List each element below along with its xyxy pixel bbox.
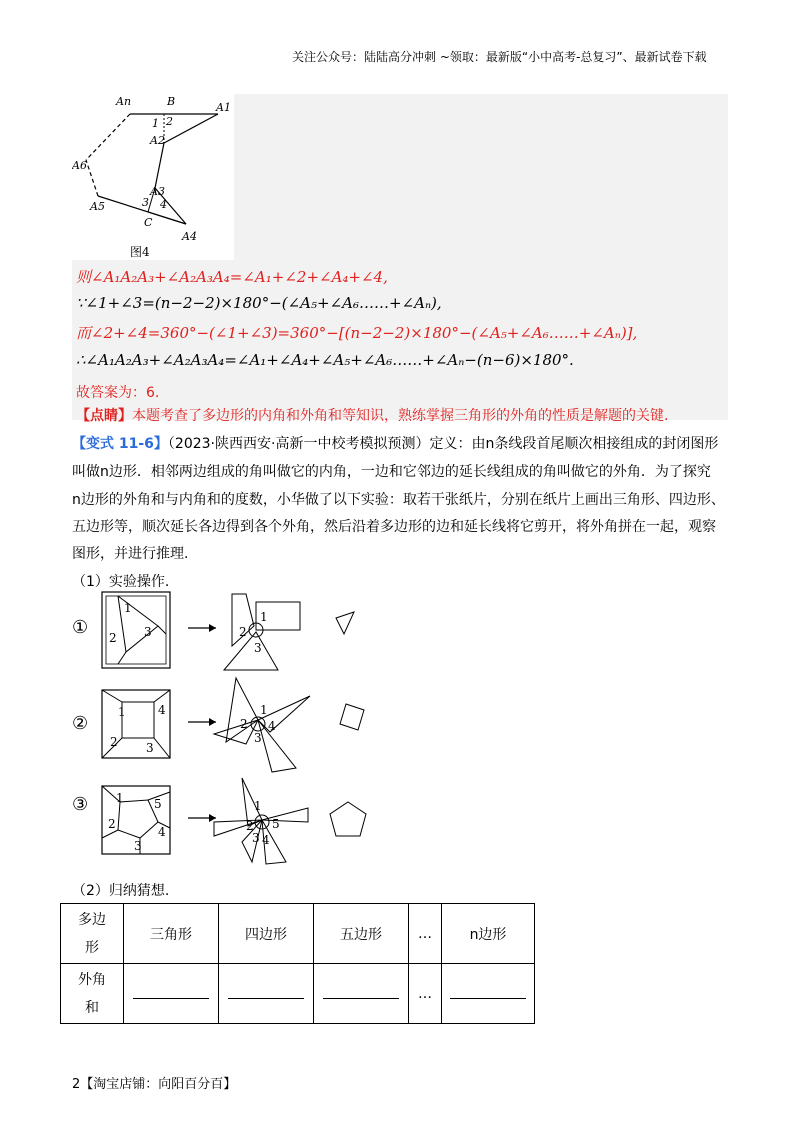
page-footer: 2【淘宝店铺：向阳百分百】 bbox=[72, 1077, 237, 1092]
table-row-header bbox=[61, 904, 535, 964]
label-a1: A1 bbox=[216, 101, 231, 114]
label-a4: A4 bbox=[182, 230, 197, 243]
solution-line-3: 而∠2+∠4=360°−(∠1+∠3)=360°−[(n−2−2)×180°−(∠A₅+∠A₆……+∠Aₙ)], bbox=[76, 324, 638, 342]
variant-label: 【变式 11-6】 bbox=[72, 436, 168, 452]
comment-text: 本题考查了多边形的内角和外角和等知识，熟练掌握三角形的外角的性质是解题的关键. bbox=[132, 408, 669, 424]
summary-table bbox=[60, 903, 535, 1024]
experiment-1-label: ① bbox=[72, 617, 89, 638]
variant-text-1: （2023·陕西西安·高新一中校考模拟预测）定义：由n条线段首尾顺次相接组成的封闭图形 bbox=[167, 436, 719, 452]
variant-line-5: 图形，并进行推理. bbox=[72, 546, 189, 562]
answer-line: 故答案为：6. bbox=[76, 385, 160, 401]
variant-line-3: n边形的外角和与内角和的度数，小华做了以下实验：取若干张纸片，分别在纸片上画出三角形、四边形、 bbox=[72, 492, 725, 508]
experiment-3-label: ③ bbox=[72, 794, 89, 815]
label-2: 2 bbox=[166, 115, 173, 128]
comment-line bbox=[76, 405, 668, 425]
exp2-num-2: 2 bbox=[110, 735, 118, 749]
label-a3: A3 bbox=[150, 185, 165, 198]
experiment-2-figure bbox=[96, 672, 386, 782]
exp1-out-3: 3 bbox=[254, 641, 262, 655]
page-header: 关注公众号：陆陆高分冲刺 ~领取：最新版“小中高考-总复习”、最新试卷下载 bbox=[292, 50, 707, 64]
variant-line-4: 五边形等，顺次延长各边得到各个外角，然后沿着多边形的边和延长线将它剪开，将外角拼在一起，观察 bbox=[72, 519, 716, 535]
table-col-pentagon: 五边形 bbox=[314, 904, 409, 964]
exp3-num-1: 1 bbox=[116, 791, 124, 805]
exp3-num-5: 5 bbox=[154, 797, 162, 811]
part1-heading: （1）实验操作. bbox=[72, 574, 170, 590]
exp1-out-1: 1 bbox=[260, 610, 268, 624]
label-3: 3 bbox=[142, 196, 149, 209]
exp3-num-3: 3 bbox=[134, 839, 142, 853]
exp3-out-5: 5 bbox=[272, 817, 280, 831]
table-row-exterior bbox=[61, 964, 535, 1024]
exp2-out-3: 3 bbox=[254, 731, 262, 745]
table-col-triangle: 三角形 bbox=[124, 904, 219, 964]
exp1-num-2: 2 bbox=[109, 631, 117, 645]
label-a2: A2 bbox=[150, 134, 165, 147]
solution-line-1: 则∠A₁A₂A₃+∠A₂A₃A₄=∠A₁+∠2+∠A₄+∠4, bbox=[76, 268, 388, 286]
table-col-n-gon: n边形 bbox=[442, 904, 535, 964]
label-a5: A5 bbox=[90, 200, 105, 213]
part2-heading: （2）归纳猜想. bbox=[72, 883, 170, 899]
table-head-exterior-sum: 外角 和 bbox=[61, 964, 124, 1024]
figure-4-caption: 图4 bbox=[130, 245, 150, 259]
exp2-out-4: 4 bbox=[268, 719, 276, 733]
variant-line-1 bbox=[72, 433, 718, 453]
blank-quadrilateral[interactable] bbox=[219, 964, 314, 1024]
exp2-out-2: 2 bbox=[240, 717, 248, 731]
exp2-num-3: 3 bbox=[146, 741, 154, 755]
table-col-quadrilateral: 四边形 bbox=[219, 904, 314, 964]
exp2-num-4: 4 bbox=[158, 703, 166, 717]
exp3-num-2: 2 bbox=[108, 817, 116, 831]
exp2-out-1: 1 bbox=[260, 703, 268, 717]
blank-n-gon[interactable] bbox=[442, 964, 535, 1024]
label-an: An bbox=[116, 95, 132, 108]
table-head-polygon: 多边 形 bbox=[61, 904, 124, 964]
experiment-2-label: ② bbox=[72, 713, 89, 734]
table-ellipsis-cell: … bbox=[409, 964, 442, 1024]
label-a6: A6 bbox=[72, 159, 87, 172]
exp3-out-4: 4 bbox=[262, 833, 270, 847]
exp1-num-1: 1 bbox=[124, 601, 132, 615]
blank-pentagon[interactable] bbox=[314, 964, 409, 1024]
exp1-out-2: 2 bbox=[239, 625, 247, 639]
label-b: B bbox=[167, 95, 176, 108]
solution-line-4: ∴∠A₁A₂A₃+∠A₂A₃A₄=∠A₁+∠A₄+∠A₅+∠A₆……+∠Aₙ−(n−6)×180°. bbox=[76, 351, 574, 369]
exp3-out-1: 1 bbox=[254, 799, 262, 813]
experiment-3-figure bbox=[96, 772, 386, 872]
table-col-ellipsis: … bbox=[409, 904, 442, 964]
exp1-num-3: 3 bbox=[144, 625, 152, 639]
label-4: 4 bbox=[160, 198, 167, 211]
exp3-out-2: 2 bbox=[246, 819, 254, 833]
exp3-out-3: 3 bbox=[252, 831, 260, 845]
comment-label: 【点睛】 bbox=[76, 408, 132, 424]
figure-4 bbox=[72, 94, 234, 260]
experiment-1-figure bbox=[96, 586, 386, 686]
blank-triangle[interactable] bbox=[124, 964, 219, 1024]
variant-line-2: 叫做n边形．相邻两边组成的角叫做它的内角，一边和它邻边的延长线组成的角叫做它的外角．为了探究 bbox=[72, 464, 711, 480]
label-c: C bbox=[144, 216, 153, 229]
label-1: 1 bbox=[152, 117, 159, 130]
exp2-num-1: 1 bbox=[118, 705, 126, 719]
exp3-num-4: 4 bbox=[158, 825, 166, 839]
solution-line-2: ∵∠1+∠3=(n−2−2)×180°−(∠A₅+∠A₆……+∠Aₙ), bbox=[76, 294, 442, 312]
